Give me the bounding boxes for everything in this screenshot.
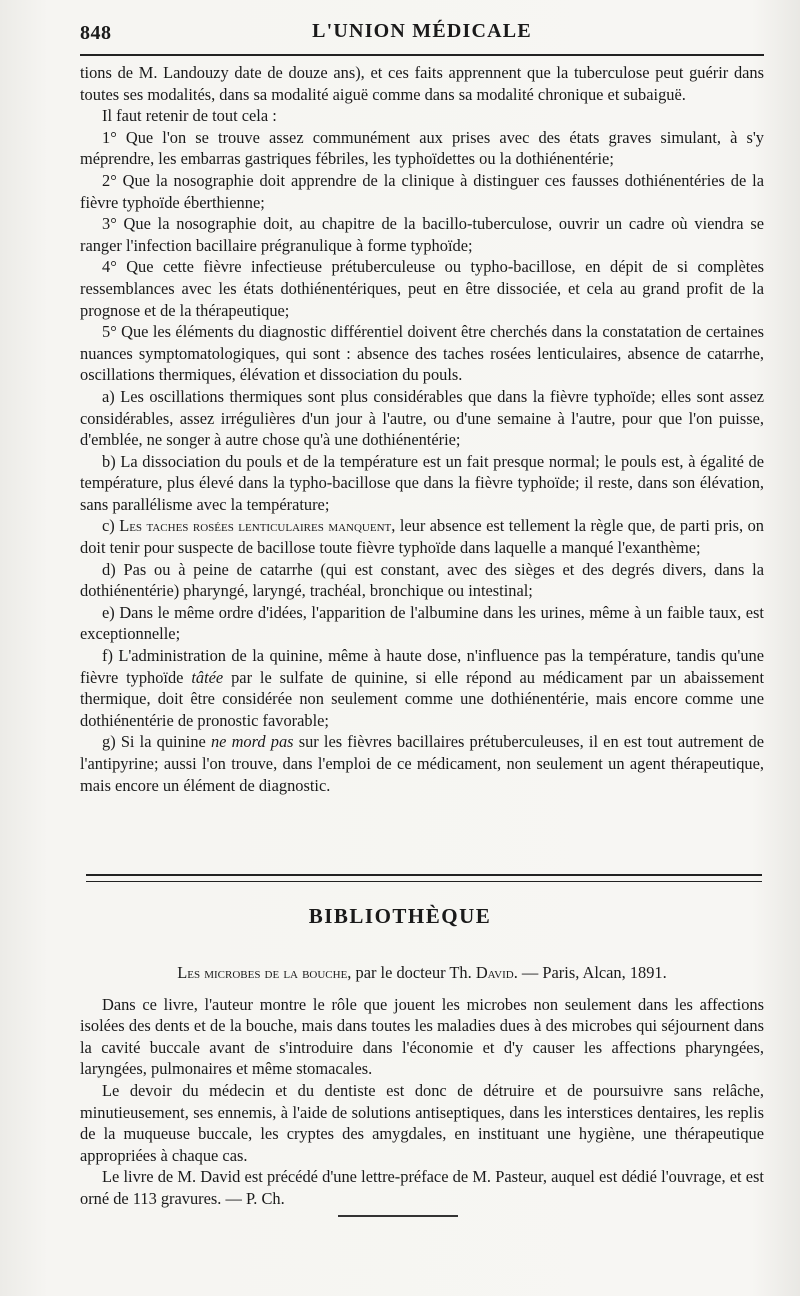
review-paragraph: Dans ce livre, l'auteur montre le rôle que jouent les microbes non seulement dans les affections isolées des dents et de la bouche, mais dans toutes les maladies dues à des microbes qui séjournent dans la cavité buccale avant de s'introduire dans l'économie et d'y causer les affections pharyngées, laryngées, pulmonaires et même stomacales.: [80, 994, 764, 1079]
item-g-before: g) Si la quinine: [102, 732, 211, 752]
item-d: d) Pas ou à peine de catarrhe (qui est constant, avec des sièges et des degrés divers, dans la dothiénentérie) pharyngé, laryngé, trachéal, bronchique ou intestinal;: [80, 559, 764, 601]
review-paragraph: Le devoir du médecin et du dentiste est donc de détruire et de poursuivre sans relâche, minutieusement, ses ennemis, à l'aide de solutions antiseptiques, dans les interstices dentaires, les replis de la muqueuse buccale, les cryptes des amygdales, en instituant une hygiène, une thérapeutique appropriées à chaque cas.: [80, 1080, 764, 1165]
running-title: L'UNION MÉDICALE: [312, 20, 532, 42]
article-body: [80, 62, 764, 796]
page-header: [80, 18, 764, 52]
header-rule: [80, 54, 764, 56]
conclusion-3: 3° Que la nosographie doit, au chapitre de la bacillo-tuberculose, ouvrir un cadre où viendra se ranger l'infection bacillaire prégranulique à forme typhoïde;: [80, 214, 764, 255]
item-g-italic: ne mord pas: [210, 732, 294, 752]
item-f-before: f) L'administration de la quinine, même à haute dose, n'influence pas la température, tandis qu'une fièvre typhoïde: [80, 646, 764, 687]
item-b: b) La dissociation du pouls et de la température est un fait presque normal; le pouls est, à égalité de température, plus élevé dans la typho-bacillose que dans la fièvre typhoïde; il reste, dans son élévation, sans parallélisme avec la température;: [80, 451, 764, 514]
item-g: [80, 731, 764, 796]
conclusion-5: 5° Que les éléments du diagnostic différentiel doivent être cherchés dans la constatation de certaines nuances symptomatologiques, qui sont : absence des taches rosées lenticulaires, absence de catarrhe, oscillations thermiques, élévation et dissociation du pouls.: [80, 322, 764, 385]
section-title: BIBLIOTHÈQUE: [308, 904, 492, 928]
book-reference: [80, 962, 764, 984]
item-f-italic: tâtée: [191, 667, 224, 687]
item-c-rest: leur absence est tellement la règle que, de parti pris, on doit tenir pour suspecte de bacillose toute fièvre typhoïde dans laquelle a manqué l'exanthème;: [80, 516, 764, 558]
paragraph-intro: Il faut retenir de tout cela :: [102, 106, 277, 126]
review-paragraph: Le livre de M. David est précédé d'une lettre-préface de M. Pasteur, auquel est dédié l'ouvrage, et est orné de 113 gravures. — P. Ch.: [80, 1167, 764, 1208]
paragraph-continuation: tions de M. Landouzy date de douze ans), et ces faits apprennent que la tuberculose peut guérir dans toutes ses modalités, dans sa modalité aiguë comme dans sa modalité chronique et subaiguë.: [80, 63, 764, 104]
item-a: a) Les oscillations thermiques sont plus considérables que dans la fièvre typhoïde; elles sont assez considérables, assez irrégulières d'un jour à l'autre, ou d'une semaine à l'autre, pour que l'on puisse, d'emblée, ne songer à autre chose qu'à une dothiénentérie;: [80, 386, 764, 450]
book-title: Les microbes de la bouche,: [177, 963, 352, 982]
end-rule: [338, 1215, 458, 1217]
book-author-name: David.: [475, 963, 518, 982]
item-f-after: par le sulfate de quinine, si elle répond au médicament par un abaissement thermique, doit être considérée non seulement comme une dothiénentérie, mais encore comme une dothiénentérie de pronostic favorable;: [80, 667, 764, 730]
conclusion-1: 1° Que l'on se trouve assez communément aux prises avec des états graves simulant, à s'y méprendre, les embarras gastriques fébriles, les typhoïdettes ou la dothiénentérie;: [80, 127, 764, 169]
item-c-marker: c): [102, 516, 115, 536]
item-e: e) Dans le même ordre d'idées, l'apparition de l'albumine dans les urines, même à un faible taux, est exceptionnelle;: [80, 602, 764, 644]
book-publisher: — Paris, Alcan, 1891.: [517, 963, 667, 982]
item-f: [80, 645, 764, 731]
bibliotheque-body: [80, 962, 764, 1210]
item-g-after: sur les fièvres bacillaires prétuberculeuses, il en est tout autrement de l'antipyrine; aussi l'on trouve, dans l'emploi de ce médicament, non seulement un agent thérapeutique, mais encore un élément de diagnostic.: [80, 732, 764, 795]
page-number: 848: [80, 22, 112, 44]
conclusion-2: 2° Que la nosographie doit apprendre de la clinique à distinguer ces fausses dothiénentéries de la fièvre typhoïde éberthienne;: [80, 170, 764, 212]
section-divider: [86, 874, 762, 882]
item-c-smallcaps: Les taches rosées lenticulaires manquent,: [119, 516, 396, 536]
item-c: [80, 515, 764, 558]
conclusion-4: 4° Que cette fièvre infectieuse prétuberculeuse ou typho-bacillose, en dépit de si complètes ressemblances avec les états dothiénentériques, peut en être dissociée, et cela au grand profit de la prognose et de la thérapeutique;: [80, 257, 764, 320]
book-author: par le docteur Th.: [351, 963, 476, 982]
